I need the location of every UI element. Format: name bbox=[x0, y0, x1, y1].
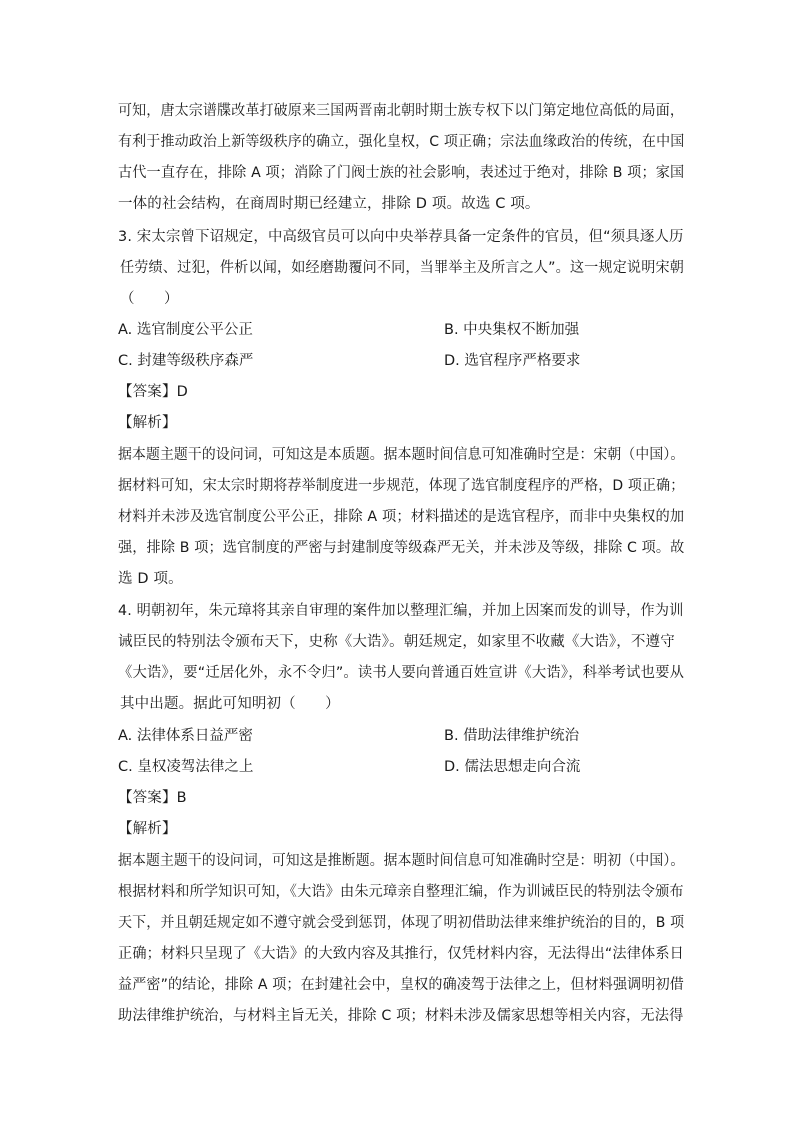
question-3-answer: 【答案】D bbox=[118, 384, 188, 400]
question-3-analysis-line: 选 D 项。 bbox=[118, 571, 183, 587]
question-3-option-d: D. 选官程序严格要求 bbox=[444, 353, 581, 369]
question-4-option-d: D. 儒法思想走向合流 bbox=[444, 759, 581, 775]
question-4-analysis-line: 益严密”的结论，排除 A 项；在封建社会中，皇权的确凌驾于法律之上，但材料强调明初借 bbox=[118, 977, 684, 993]
question-3-analysis-line: 强，排除 B 项；选官制度的严密与封建制度等级森严无关，并未涉及等级，排除 C 项。故 bbox=[118, 540, 685, 556]
question-4-analysis-line: 助法律维护统治，与材料主旨无关，排除 C 项；材料未涉及儒家思想等相关内容，无法得 bbox=[118, 1008, 684, 1024]
question-3-analysis-label: 【解析】 bbox=[118, 415, 177, 431]
question-3-analysis-line: 据材料可知，宋太宗时期将荐举制度进一步规范，体现了选官制度程序的严格，D 项正确； bbox=[118, 478, 685, 494]
question-3-option-c: C. 封建等级秩序森严 bbox=[118, 353, 254, 369]
question-4-option-b: B. 借助法律维护统治 bbox=[444, 728, 580, 744]
question-3-option-a: A. 选官制度公平公正 bbox=[118, 322, 253, 338]
question-3-stem: 3. 宋太宗曾下诏规定，中高级官员可以向中央举荐具备一定条件的官员，但“须具逐人历 bbox=[118, 229, 684, 245]
question-4-analysis-line: 根据材料和所学知识可知，《大诰》由朱元璋亲自整理汇编，作为训诫臣民的特别法令颁布 bbox=[118, 884, 684, 900]
question-3-option-b: B. 中央集权不断加强 bbox=[444, 322, 580, 338]
question-4-analysis-line: 据本题主题干的设问词，可知这是推断题。据本题时间信息可知准确时空是：明初（中国）。 bbox=[118, 853, 685, 869]
question-4-stem: 诫臣民的特别法令颁布天下，史称《大诰》。朝廷规定，如家里不收藏《大诰》，不遵守 bbox=[118, 634, 675, 650]
question-4-analysis-line: 正确；材料只呈现了《大诰》的大致内容及其推行，仅凭材料内容，无法得出“法律体系日 bbox=[118, 946, 684, 962]
question-3-stem: 任劳绩、过犯，件析以闻，如经磨勘覆问不同，当罪举主及所言之人”。这一规定说明宋朝 bbox=[120, 260, 685, 276]
question-4-answer: 【答案】B bbox=[118, 790, 187, 806]
question-4-option-a: A. 法律体系日益严密 bbox=[118, 728, 253, 744]
prev-explanation-line: 古代一直存在，排除 A 项；消除了门阀士族的社会影响，表述过于绝对，排除 B 项；家国 bbox=[118, 165, 685, 181]
prev-explanation-line: 一体的社会结构，在商周时期已经建立，排除 D 项。故选 C 项。 bbox=[118, 196, 540, 212]
question-4-stem: 其中出题。据此可知明初（ ） bbox=[120, 696, 340, 712]
question-4-analysis-label: 【解析】 bbox=[118, 821, 177, 837]
question-3-analysis-line: 据本题主题干的设问词，可知这是本质题。据本题时间信息可知准确时空是：宋朝（中国）。 bbox=[118, 447, 685, 463]
prev-explanation-line: 可知，唐太宗谱牒改革打破原来三国两晋南北朝时期士族专权下以门第定地位高低的局面， bbox=[118, 103, 685, 119]
question-4-analysis-line: 天下，并且朝廷规定如不遵守就会受到惩罚，体现了明初借助法律来维护统治的目的，B 项 bbox=[118, 915, 685, 931]
question-3-stem: （ ） bbox=[120, 291, 179, 307]
question-4-stem: 《大诰》，要“迁居化外，永不令归”。读书人要向普通百姓宣讲《大诰》，科举考试也要从 bbox=[118, 665, 685, 681]
question-4-stem: 4. 明朝初年，朱元璋将其亲自审理的案件加以整理汇编，并加上因案而发的训导，作为训 bbox=[118, 603, 684, 619]
question-3-analysis-line: 材料并未涉及选官制度公平公正，排除 A 项；材料描述的是选官程序，而非中央集权的加 bbox=[118, 509, 685, 525]
question-4-option-c: C. 皇权凌驾法律之上 bbox=[118, 759, 254, 775]
prev-explanation-line: 有利于推动政治上新等级秩序的确立，强化皇权，C 项正确；宗法血缘政治的传统，在中国 bbox=[118, 134, 685, 150]
